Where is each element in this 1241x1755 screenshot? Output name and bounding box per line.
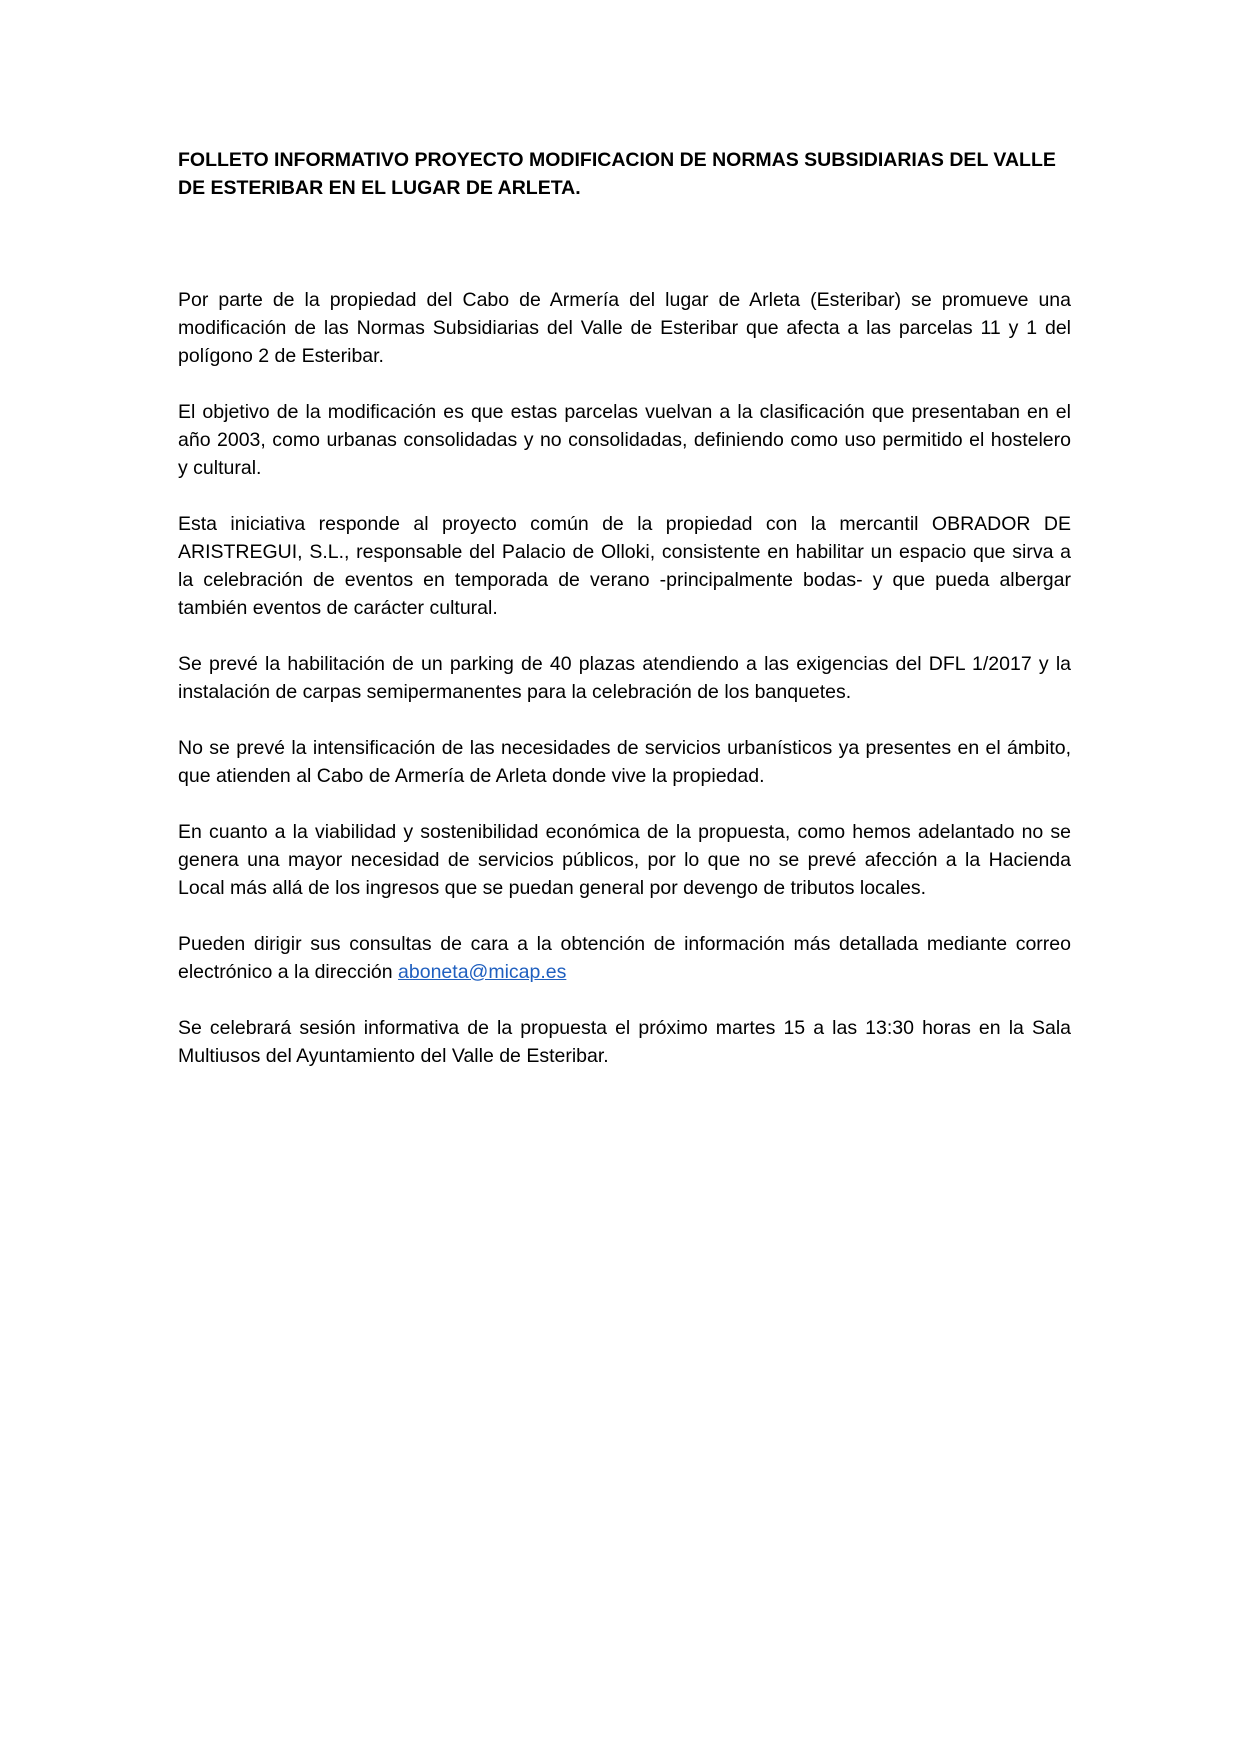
contact-text: Pueden dirigir sus consultas de cara a la obtención de información más detallada mediante correo electrónico a la dirección	[178, 933, 1071, 983]
document-title: FOLLETO INFORMATIVO PROYECTO MODIFICACION DE NORMAS SUBSIDIARIAS DEL VALLE DE ESTERIBAR EN EL LUGAR DE ARLETA.	[178, 149, 1056, 199]
paragraph-initiative: Esta iniciativa responde al proyecto común de la propiedad con la mercantil OBRADOR DE ARISTREGUI, S.L., responsable del Palacio de Olloki, consistente en habilitar un espacio que sirva a la celebración de eventos en temporada de verano -principalmente bodas- y que pueda albergar también eventos de carácter cultural.	[178, 513, 1071, 619]
paragraph-viability: En cuanto a la viabilidad y sostenibilidad económica de la propuesta, como hemos adelantado no se genera una mayor necesidad de servicios públicos, por lo que no se prevé afección a la Hacienda Local más allá de los ingresos que se puedan general por devengo de tributos locales.	[178, 821, 1071, 899]
paragraph-parking: Se prevé la habilitación de un parking de 40 plazas atendiendo a las exigencias del DFL 1/2017 y la instalación de carpas semipermanentes para la celebración de los banquetes.	[178, 653, 1071, 703]
paragraph-services: No se prevé la intensificación de las necesidades de servicios urbanísticos ya presentes en el ámbito, que atienden al Cabo de Armería de Arleta donde vive la propiedad.	[178, 737, 1071, 787]
email-link[interactable]: aboneta@micap.es	[398, 961, 567, 983]
document-content	[178, 146, 1071, 1098]
paragraph-objective: El objetivo de la modificación es que estas parcelas vuelvan a la clasificación que presentaban en el año 2003, como urbanas consolidadas y no consolidadas, definiendo como uso permitido el hostelero y cultural.	[178, 401, 1071, 479]
paragraph-session: Se celebrará sesión informativa de la propuesta el próximo martes 15 a las 13:30 horas en la Sala Multiusos del Ayuntamiento del Valle de Esteribar.	[178, 1017, 1071, 1067]
paragraph-contact	[178, 930, 1071, 986]
paragraph-promotion: Por parte de la propiedad del Cabo de Armería del lugar de Arleta (Esteribar) se promueve una modificación de las Normas Subsidiarias del Valle de Esteribar que afecta a las parcelas 11 y 1 del polígono 2 de Esteribar.	[178, 289, 1071, 367]
document-body	[178, 286, 1071, 1070]
